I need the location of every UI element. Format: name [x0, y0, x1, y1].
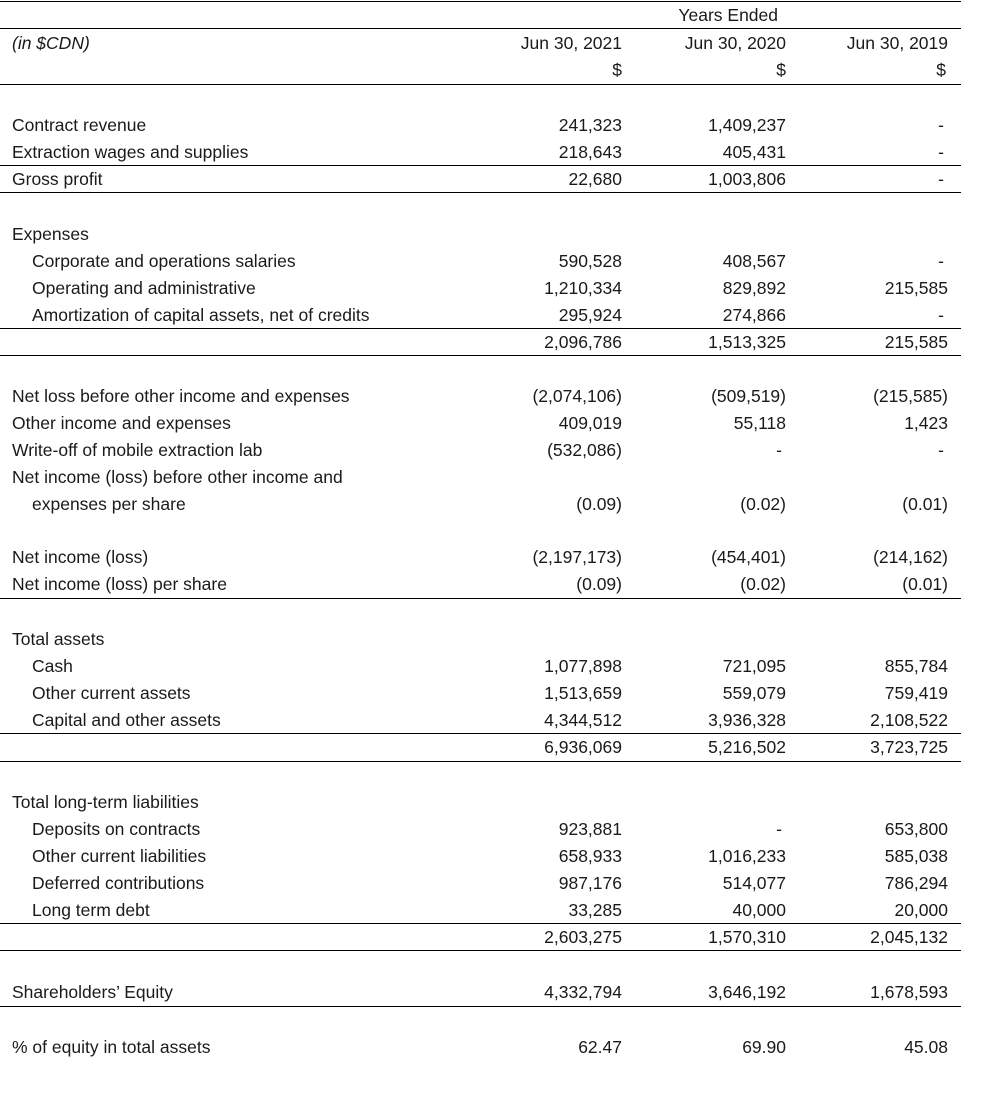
table-rule [0, 165, 961, 166]
column-date-header: Jun 30, 2021 [520, 33, 622, 53]
row-label: Net income (loss) [12, 547, 149, 567]
empty-value-dash: - [776, 819, 782, 839]
row-label: Deferred contributions [32, 873, 205, 893]
row-value: 786,294 [884, 873, 948, 893]
row-value: 1,678,593 [870, 982, 948, 1002]
row-value: 55,118 [733, 413, 786, 433]
row-value: 721,095 [722, 656, 786, 676]
row-value: (0.01) [902, 494, 948, 514]
row-value: 855,784 [884, 656, 948, 676]
row-label: Other current assets [32, 683, 191, 703]
row-value: 45.08 [904, 1037, 948, 1057]
row-value: (2,074,106) [532, 386, 622, 406]
row-value: (0.02) [740, 494, 786, 514]
row-value: (0.01) [902, 574, 948, 594]
row-value: 3,936,328 [708, 710, 786, 730]
row-value: 559,079 [722, 683, 786, 703]
row-label: Contract revenue [12, 115, 147, 135]
row-value: (0.02) [740, 574, 786, 594]
table-rule [0, 1006, 961, 1007]
empty-value-dash: - [938, 251, 944, 271]
row-value: 20,000 [894, 900, 948, 920]
table-rule [0, 950, 961, 951]
row-label: Write-off of mobile extraction lab [12, 440, 263, 460]
row-value: (215,585) [873, 386, 948, 406]
row-value: 295,924 [558, 305, 622, 325]
table-rule [0, 923, 961, 924]
row-value: 653,800 [884, 819, 948, 839]
row-label: Net income (loss) per share [12, 574, 227, 594]
table-rule [0, 28, 961, 29]
empty-value-dash: - [938, 142, 944, 162]
row-value: 274,866 [722, 305, 786, 325]
row-value: 590,528 [558, 251, 622, 271]
row-label: Extraction wages and supplies [12, 142, 249, 162]
row-label: Amortization of capital assets, net of credits [32, 305, 370, 325]
row-value: 405,431 [722, 142, 786, 162]
row-value: 40,000 [732, 900, 786, 920]
empty-value-dash: - [938, 115, 944, 135]
table-rule [0, 1, 961, 2]
row-value: 62.47 [578, 1037, 622, 1057]
row-value: 923,881 [558, 819, 622, 839]
column-date-header: Jun 30, 2020 [684, 33, 786, 53]
table-rule [0, 733, 961, 734]
units-label: (in $CDN) [12, 33, 90, 53]
empty-value-dash: - [776, 440, 782, 460]
row-label: Corporate and operations salaries [32, 251, 296, 271]
table-rule [0, 355, 961, 356]
row-value: 1,513,325 [708, 332, 786, 352]
table-rule [0, 328, 961, 329]
row-value: 4,344,512 [544, 710, 622, 730]
row-value: 5,216,502 [708, 737, 786, 757]
row-value: (0.09) [576, 494, 622, 514]
row-value: 1,077,898 [544, 656, 622, 676]
row-value: 1,423 [904, 413, 948, 433]
column-currency-header: $ [776, 60, 786, 80]
row-value: 241,323 [558, 115, 622, 135]
row-value: 22,680 [568, 169, 622, 189]
row-value: 1,016,233 [708, 846, 786, 866]
row-value: 1,570,310 [708, 927, 786, 947]
row-value: (532,086) [547, 440, 622, 460]
row-value: 218,643 [558, 142, 622, 162]
row-value: 409,019 [558, 413, 622, 433]
row-value: 3,646,192 [708, 982, 786, 1002]
table-rule [0, 761, 961, 762]
row-value: 33,285 [568, 900, 622, 920]
row-value: 2,096,786 [544, 332, 622, 352]
row-value: 1,409,237 [708, 115, 786, 135]
row-value: 215,585 [884, 332, 948, 352]
column-currency-header: $ [612, 60, 622, 80]
row-label: Gross profit [12, 169, 103, 189]
row-value: 829,892 [722, 278, 786, 298]
row-label: Other income and expenses [12, 413, 231, 433]
column-date-header: Jun 30, 2019 [846, 33, 948, 53]
table-rule [0, 192, 961, 193]
row-label: Long term debt [32, 900, 150, 920]
row-label: Capital and other assets [32, 710, 221, 730]
row-label: expenses per share [32, 494, 186, 514]
row-label: Total long-term liabilities [12, 792, 199, 812]
column-currency-header: $ [936, 60, 946, 80]
row-label: % of equity in total assets [12, 1037, 211, 1057]
row-value: 408,567 [722, 251, 786, 271]
row-value: (0.09) [576, 574, 622, 594]
row-value: 3,723,725 [870, 737, 948, 757]
row-label: Operating and administrative [32, 278, 256, 298]
row-value: 6,936,069 [544, 737, 622, 757]
row-value: (2,197,173) [532, 547, 622, 567]
row-value: 1,003,806 [708, 169, 786, 189]
row-value: (454,401) [711, 547, 786, 567]
row-value: 658,933 [558, 846, 622, 866]
row-label: Other current liabilities [32, 846, 207, 866]
row-value: 987,176 [558, 873, 622, 893]
empty-value-dash: - [938, 440, 944, 460]
row-value: 1,513,659 [544, 683, 622, 703]
row-value: 514,077 [722, 873, 786, 893]
row-value: 759,419 [884, 683, 948, 703]
row-value: 215,585 [884, 278, 948, 298]
row-value: 585,038 [884, 846, 948, 866]
row-label: Net loss before other income and expenses [12, 386, 350, 406]
row-label: Total assets [12, 629, 105, 649]
row-label: Cash [32, 656, 73, 676]
table-rule [0, 598, 961, 599]
table-rule [0, 84, 961, 85]
row-value: 1,210,334 [544, 278, 622, 298]
empty-value-dash: - [938, 169, 944, 189]
years-ended-header: Years Ended [678, 5, 778, 25]
row-label: Deposits on contracts [32, 819, 201, 839]
row-value: (509,519) [711, 386, 786, 406]
row-label: Net income (loss) before other income and [12, 467, 343, 487]
row-value: 2,045,132 [870, 927, 948, 947]
row-label: Expenses [12, 224, 89, 244]
empty-value-dash: - [938, 305, 944, 325]
row-value: 2,108,522 [870, 710, 948, 730]
row-value: 4,332,794 [544, 982, 622, 1002]
row-value: (214,162) [873, 547, 948, 567]
row-value: 2,603,275 [544, 927, 622, 947]
row-value: 69.90 [742, 1037, 786, 1057]
row-label: Shareholders’ Equity [12, 982, 173, 1002]
